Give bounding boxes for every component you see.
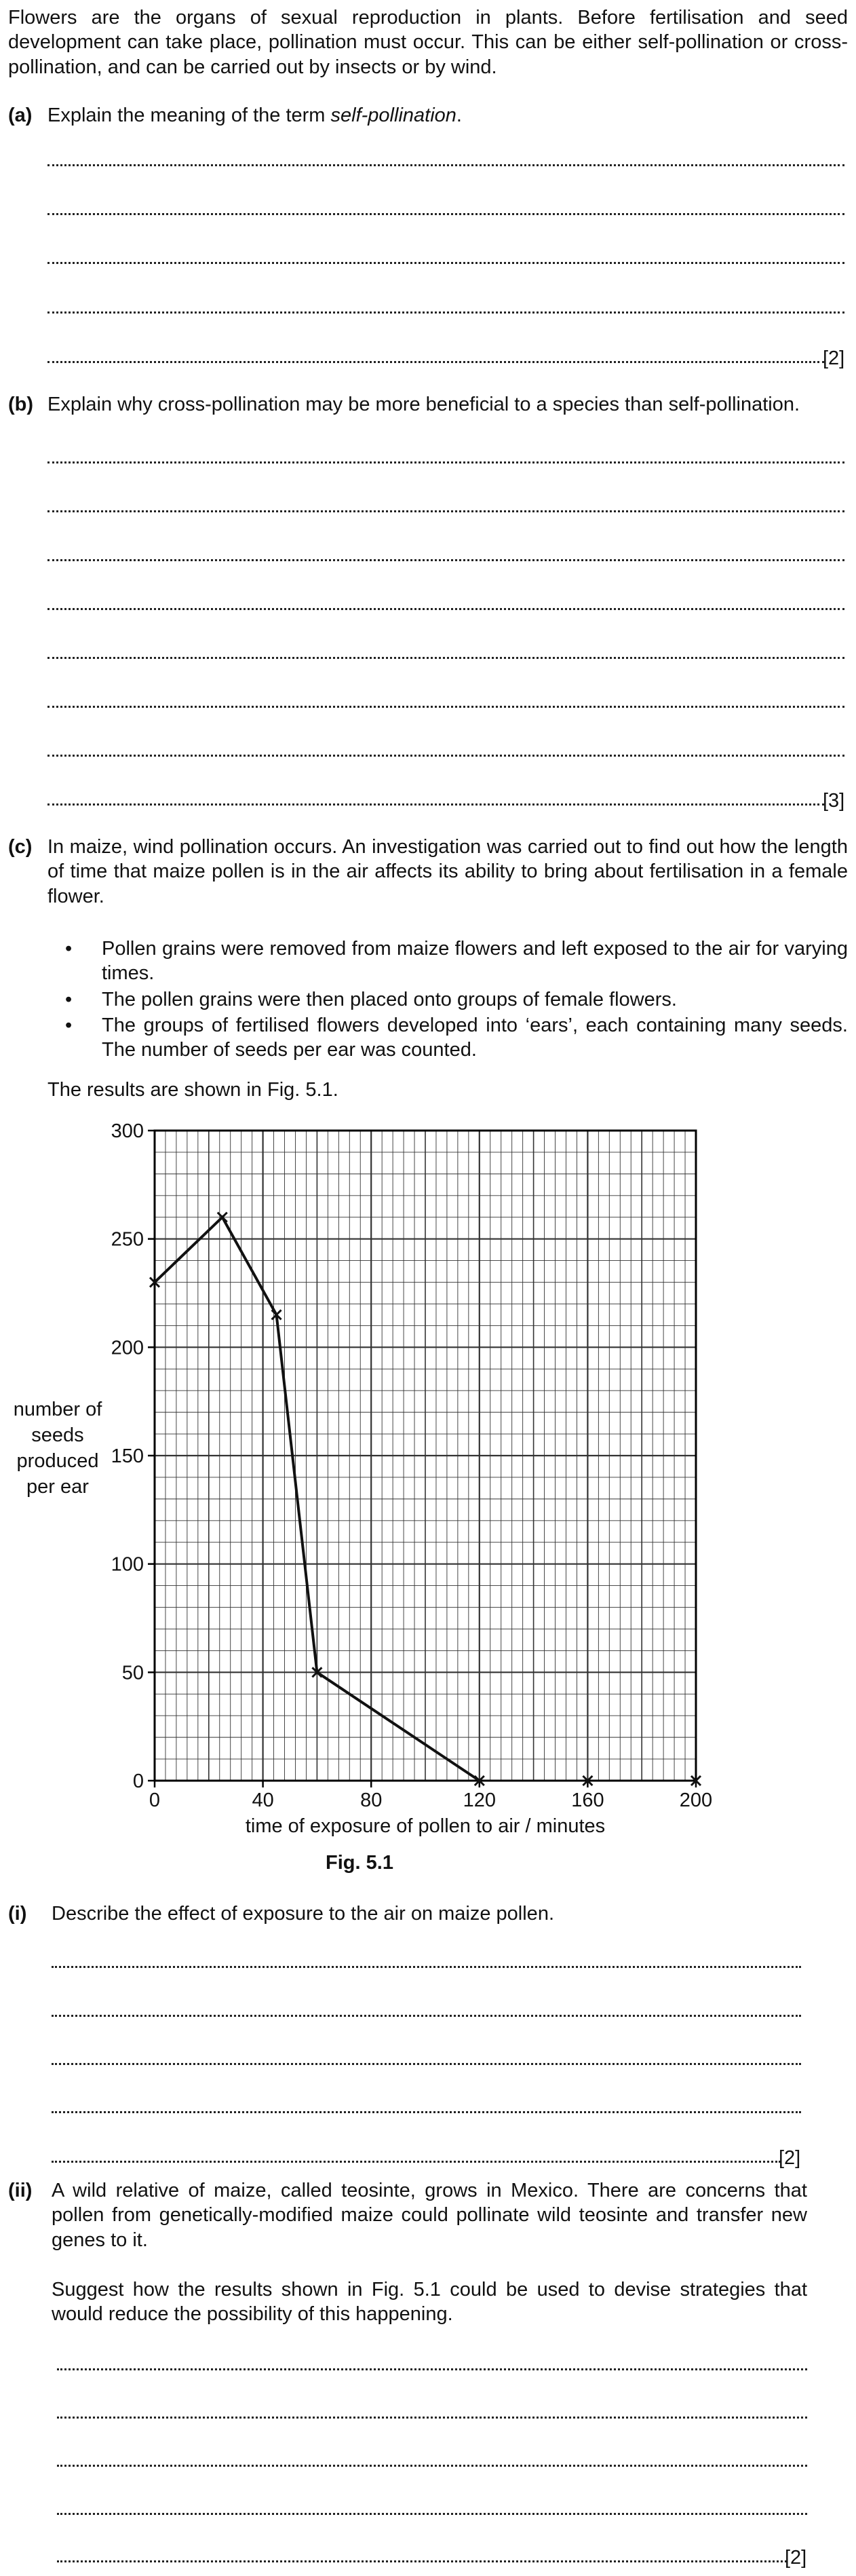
answer-line-ci-5[interactable] [52,2161,781,2163]
x-tick-labels [149,1781,712,1811]
answer-line-b-8[interactable] [47,803,824,806]
seed-count-chart [0,1099,746,1839]
method-bullet: • The groups of fertilised flowers developed into ‘ears’, each containing many seeds. The number of seeds per ear was counted. [102,1013,848,1063]
y-tick-label: 250 [111,1228,144,1251]
y-tick-label: 200 [111,1337,144,1359]
question-a-text-start: Explain the meaning of the term [47,105,331,126]
answer-line-ci-4[interactable] [52,2111,801,2113]
question-a-text [47,103,848,128]
y-tick-labels [111,1120,155,1792]
answer-line-b-5[interactable] [47,657,844,659]
answer-line-a-2[interactable] [47,213,844,215]
answer-line-cii-5[interactable] [57,2560,787,2562]
answer-line-a-3[interactable] [47,262,844,264]
question-c-text: In maize, wind pollination occurs. An investigation was carried out to find out how the length of time that maize pollen is in the air affects its ability to bring about fertilisation in a female flower. [47,836,848,907]
mark-a: [2] [823,347,845,369]
answer-line-b-3[interactable] [47,559,844,561]
question-ci-text: Describe the effect of exposure to the air on maize pollen. [52,1903,555,1925]
question-cii-label: (ii) [8,2180,33,2201]
y-tick-label: 150 [111,1445,144,1467]
answer-line-ci-2[interactable] [52,2015,801,2017]
y-tick-label: 50 [121,1662,144,1684]
answer-line-b-2[interactable] [47,510,844,512]
x-tick-label: 0 [149,1789,161,1811]
y-axis-label [14,1399,103,1498]
y-tick-label: 300 [111,1120,144,1142]
question-b-label: (b) [8,394,34,415]
answer-line-cii-3[interactable] [57,2465,807,2467]
y-tick-label: 0 [132,1770,144,1792]
x-tick-label: 40 [252,1789,274,1811]
answer-line-a-4[interactable] [47,311,844,314]
question-ci-label: (i) [8,1903,27,1925]
x-tick-label: 120 [463,1789,496,1811]
x-axis-label: time of exposure of pollen to air / minutes [245,1815,606,1837]
y-axis-label-line: number of [13,1399,102,1420]
results-text: The results are shown in Fig. 5.1. [47,1079,338,1101]
x-tick-label: 160 [571,1789,604,1811]
answer-line-cii-1[interactable] [57,2368,807,2370]
answer-line-a-5[interactable] [47,361,824,363]
answer-line-ci-1[interactable] [52,1966,801,1968]
question-a-text-end: . [456,105,462,126]
mark-ci: [2] [779,2147,801,2169]
answer-line-b-1[interactable] [47,461,844,463]
method-bullet: • The pollen grains were then placed onto groups of female flowers. [102,987,848,1012]
x-tick-label: 200 [679,1789,713,1811]
question-cii-text-2: Suggest how the results shown in Fig. 5.1 could be used to devise strategies that would reduce the possibility of this happening. [52,2279,807,2326]
answer-line-a-1[interactable] [47,164,844,166]
answer-line-b-7[interactable] [47,755,844,757]
answer-line-b-4[interactable] [47,608,844,610]
question-b-text: Explain why cross-pollination may be more beneficial to a species than self-pollination. [47,394,800,415]
mark-cii: [2] [785,2547,807,2569]
y-tick-label: 100 [111,1553,144,1576]
figure-caption: Fig. 5.1 [326,1852,393,1874]
answer-line-b-6[interactable] [47,706,844,708]
x-tick-label: 80 [360,1789,383,1811]
question-a-label: (a) [8,105,33,126]
answer-line-cii-4[interactable] [57,2513,807,2515]
question-a-term: self-pollination [330,105,456,126]
question-c-label: (c) [8,836,33,858]
method-bullets [102,936,848,1063]
answer-line-cii-2[interactable] [57,2417,807,2419]
question-cii-text-1: A wild relative of maize, called teosinte, grows in Mexico. There are concerns that pollen from genetically-modified maize could pollinate wild teosinte and transfer new genes to it. [52,2180,807,2251]
answer-line-ci-3[interactable] [52,2063,801,2065]
y-axis-label-line: produced [16,1450,99,1472]
intro-paragraph: Flowers are the organs of sexual reproduction in plants. Before fertilisation and seed development can take place, pollination must occur. This can be either self-pollination or cross-pollination, and can be carried out by insects or by wind. [8,7,848,78]
y-axis-label-line: seeds [31,1424,84,1446]
method-bullet: • Pollen grains were removed from maize flowers and left exposed to the air for varying times. [102,936,848,986]
y-axis-label-line: per ear [26,1476,89,1498]
mark-b: [3] [823,790,845,812]
